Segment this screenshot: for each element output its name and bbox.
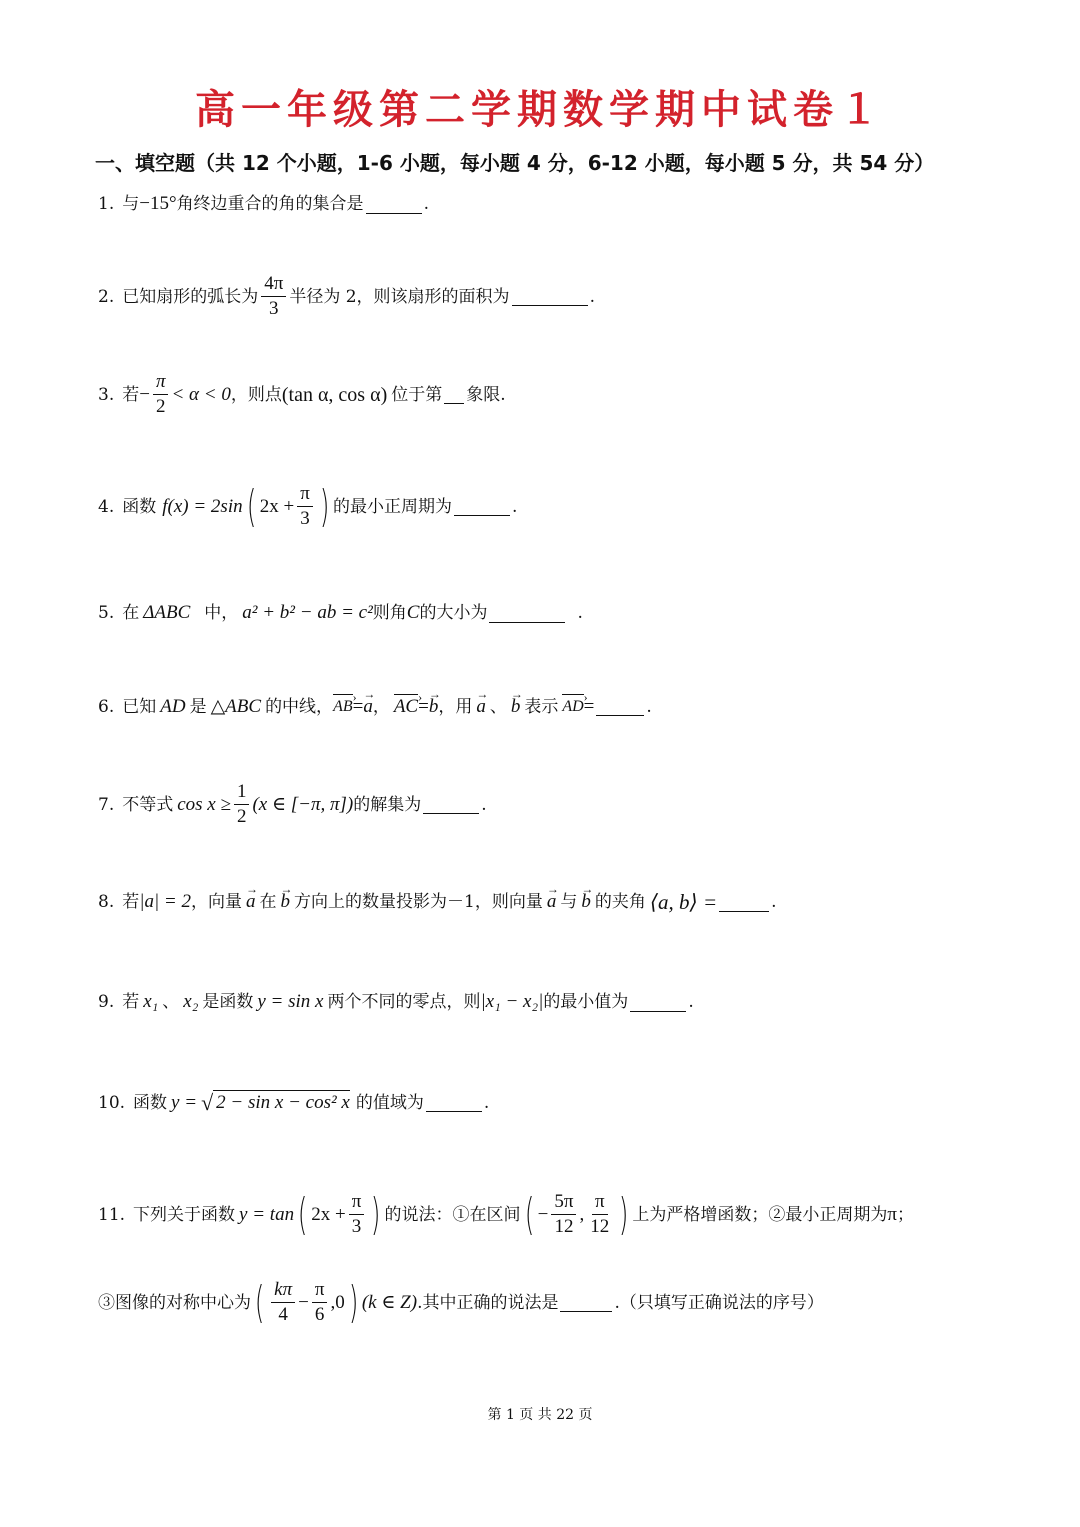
fraction [349, 1190, 365, 1239]
variable-x2: x₂ [183, 991, 199, 1012]
answer-blank [366, 195, 422, 214]
minus-sign: − [298, 1291, 309, 1313]
vector-a: → a [246, 890, 256, 914]
question-text: 的中线， [265, 696, 334, 717]
denominator: 3 [351, 1216, 362, 1237]
question-11-continued [98, 1278, 824, 1327]
period: . [688, 992, 694, 1012]
inequality: cos x ≥ [177, 793, 231, 815]
function-expression: f(x) = 2sin [162, 495, 243, 517]
equals: = [418, 695, 429, 717]
fraction [297, 482, 313, 531]
period: . [589, 286, 595, 307]
denominator: 12 [554, 1216, 574, 1237]
denominator: 2 [155, 396, 166, 417]
pi-symbol: π [887, 1203, 897, 1225]
vector-a: → a [363, 695, 373, 719]
comma: ， [372, 696, 390, 717]
fraction [551, 1190, 576, 1239]
question-5 [98, 601, 583, 625]
question-text: ，则点 [230, 384, 282, 405]
period: . [483, 1092, 490, 1113]
question-text: 的最小值为 [543, 992, 629, 1012]
equation: a² + b² − ab = c² [242, 602, 373, 623]
section-heading: 一、填空题（共 12 个小题，1-6 小题，每小题 4 分，6-12 小题，每小题 5 分，共 54 分） [95, 151, 935, 175]
question-text: 的夹角 [594, 892, 646, 912]
question-text: 若 [122, 384, 140, 405]
question-number: 11. [98, 1204, 126, 1225]
separator: 、 [489, 696, 507, 717]
function-expression: y = sin x [257, 991, 324, 1012]
equals: = [352, 695, 364, 717]
vector-ac: AC › [394, 694, 418, 719]
right-paren: ) [319, 480, 330, 532]
numerator: π [592, 1190, 608, 1215]
numerator: π [312, 1278, 328, 1303]
inequality: < α < 0 [171, 383, 231, 405]
period: . [512, 496, 518, 517]
integer-condition: (k ∈ Z) [361, 1291, 418, 1313]
numerator: π [349, 1190, 365, 1215]
vector-b: → b [281, 890, 291, 914]
triangle-label: ΔABC [143, 602, 191, 623]
question-text: 的最小正周期为 [333, 496, 453, 517]
question-text: 则角 [372, 603, 407, 623]
question-text: ，向量 [191, 892, 243, 912]
vector-b: → b [511, 695, 521, 719]
exam-title: 高一年级第二学期数学期中试卷１ [195, 86, 885, 133]
page-footer: 第 1 页 共 22 页 [487, 1407, 593, 1423]
question-text: 若 [122, 992, 140, 1012]
fraction [271, 1278, 295, 1327]
question-text: 的解集为 [353, 794, 422, 815]
question-number: 8. [98, 892, 115, 912]
denominator: 12 [590, 1216, 610, 1237]
vector-b: → b [429, 695, 439, 719]
fraction [312, 1278, 328, 1327]
math-angle: −15° [139, 193, 177, 214]
question-text: 是函数 [202, 992, 254, 1012]
vector-b: → b [581, 890, 591, 914]
question-7 [98, 780, 487, 829]
numerator: kπ [271, 1278, 295, 1303]
inner-expression: 2x + [259, 495, 295, 517]
question-9 [98, 990, 694, 1014]
question-10 [98, 1090, 489, 1115]
answer-blank [454, 497, 510, 516]
absolute-expression: |x₁ − x₂| [480, 991, 544, 1012]
question-text: 上为严格增函数；②最小正周期为 [632, 1204, 888, 1225]
question-number: 4. [98, 496, 115, 517]
numerator: π [297, 482, 313, 507]
vector-a: → a [476, 695, 486, 719]
minus-sign: − [537, 1203, 549, 1225]
answer-blank [560, 1293, 612, 1312]
question-text: 表示 [524, 696, 559, 717]
question-text: 已知扇形的弧长为 [122, 286, 259, 307]
question-text: 若 [122, 892, 140, 912]
minus-sign: − [139, 383, 150, 405]
question-text: 与 [560, 892, 578, 912]
answer-blank [719, 893, 769, 912]
question-11 [98, 1190, 914, 1239]
vector-ad: AD › [562, 694, 583, 719]
answer-blank [423, 795, 479, 814]
function-expression: y = tan [239, 1203, 295, 1225]
question-text: 在 [122, 603, 140, 623]
question-text: 与 [122, 194, 140, 214]
answer-blank [596, 697, 644, 716]
numerator: π [153, 370, 169, 395]
question-number: 2. [98, 286, 115, 307]
radicand: 2 − sin x − cos² x [213, 1090, 350, 1115]
answer-blank [630, 993, 686, 1012]
period: . [771, 892, 777, 912]
fraction [234, 780, 250, 829]
question-text: 不等式 [122, 794, 174, 815]
question-number: 5. [98, 603, 115, 623]
function-lhs: y = [171, 1091, 198, 1113]
answer-blank [444, 385, 464, 404]
inner-expression: 2x + [311, 1203, 346, 1225]
question-text: 函数 [133, 1092, 168, 1113]
equals: = [583, 695, 595, 717]
question-8 [98, 890, 777, 914]
question-text: 的大小为 [419, 603, 488, 623]
zero-coordinate: ,0 [330, 1291, 345, 1313]
question-text: ，用 [438, 696, 473, 717]
period: . [423, 194, 429, 214]
question-1 [98, 192, 429, 216]
answer-blank [512, 287, 588, 306]
question-2 [98, 272, 595, 321]
right-paren: ) [348, 1276, 358, 1328]
question-text: .其中正确的说法是 [417, 1292, 559, 1313]
question-text: 象限. [466, 384, 506, 405]
domain-expression: (x ∈ [−π, π]) [252, 793, 354, 815]
period: . [577, 603, 583, 623]
question-text: ③图像的对称中心为 [98, 1292, 251, 1313]
left-paren: ( [254, 1276, 265, 1328]
period: . [646, 696, 652, 717]
denominator: 6 [314, 1304, 325, 1325]
question-text: .（只填写正确说法的序号） [614, 1292, 824, 1313]
denominator: 3 [300, 508, 310, 529]
right-paren: ) [619, 1188, 629, 1240]
question-text: 两个不同的零点，则 [327, 992, 481, 1012]
separator: 、 [162, 992, 180, 1012]
right-paren: ) [371, 1188, 381, 1240]
numerator: 5π [551, 1190, 576, 1215]
answer-blank [426, 1093, 482, 1112]
left-paren: ( [297, 1188, 308, 1240]
question-6 [98, 694, 652, 719]
question-4 [98, 482, 517, 531]
angle-label: C [406, 602, 420, 623]
question-text: 的值域为 [355, 1092, 424, 1113]
fraction [261, 272, 286, 321]
question-text: 中， [204, 603, 239, 623]
answer-blank [489, 604, 565, 623]
left-paren: ( [524, 1188, 534, 1240]
period: . [481, 794, 487, 815]
question-text: 方向上的数量投影为－1，则向量 [294, 892, 543, 912]
denominator: 4 [278, 1304, 288, 1325]
question-text: 在 [259, 892, 277, 912]
question-number: 7. [98, 794, 115, 815]
denominator: 2 [236, 806, 247, 827]
question-text: 已知 [122, 696, 157, 717]
left-paren: ( [246, 480, 256, 532]
fraction [587, 1190, 612, 1239]
numerator: 4π [261, 272, 286, 297]
question-number: 3. [98, 384, 115, 405]
question-text: 的说法：①在区间 [384, 1204, 521, 1225]
question-text: 是 [189, 696, 207, 717]
angle-expression: ⟨a, b⟩ = [649, 890, 718, 914]
denominator: 3 [269, 298, 279, 319]
vector-ab: AB › [333, 694, 353, 719]
vector-a: → a [547, 890, 557, 914]
question-number: 10. [98, 1092, 126, 1113]
fraction [153, 370, 169, 419]
sqrt-icon: √ [201, 1089, 214, 1115]
segment-label: AD [160, 695, 186, 717]
comma: , [579, 1203, 585, 1225]
triangle-label: △ABC [210, 695, 262, 717]
semicolon: ； [897, 1204, 914, 1225]
question-text: 半径为 2，则该扇形的面积为 [289, 286, 510, 307]
question-text: 位于第 [391, 384, 443, 405]
question-text: 角终边重合的角的集合是 [176, 194, 364, 214]
point-expression: (tan α, cos α) [281, 383, 388, 406]
question-number: 9. [98, 992, 115, 1012]
question-3 [98, 370, 506, 419]
numerator: 1 [234, 780, 250, 805]
variable-x1: x₁ [143, 991, 159, 1012]
question-number: 6. [98, 696, 115, 717]
question-text: 下列关于函数 [133, 1204, 236, 1225]
magnitude-expression: |a| = 2 [139, 891, 192, 912]
question-number: 1. [98, 194, 115, 214]
question-text: 函数 [122, 496, 157, 517]
